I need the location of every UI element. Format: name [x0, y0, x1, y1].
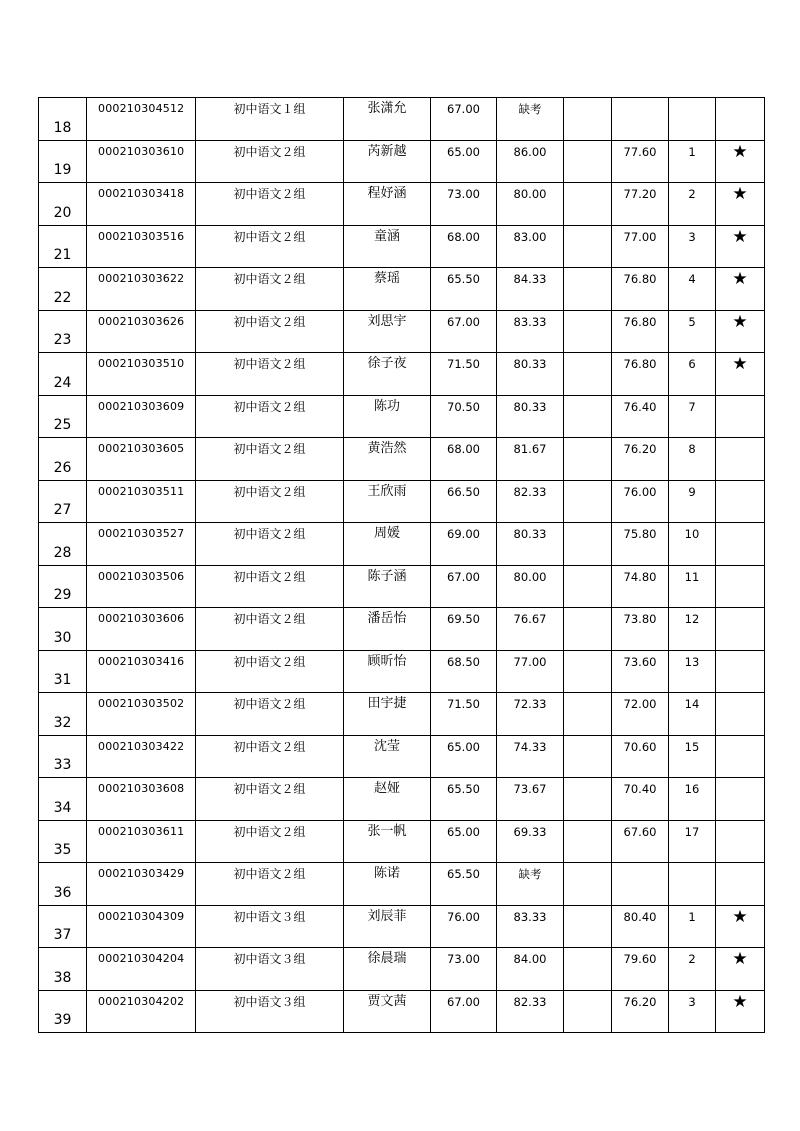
total-score: 76.80 [612, 353, 669, 396]
row-number-text: 27 [53, 502, 72, 518]
interview-score: 84.33 [497, 268, 564, 311]
written-score: 76.00 [431, 905, 497, 948]
rank: 15 [669, 735, 716, 778]
row-number-text: 28 [53, 544, 72, 561]
interview-score: 82.33 [497, 990, 564, 1033]
rank: 10 [669, 523, 716, 566]
total-score: 76.80 [612, 310, 669, 353]
written-score: 66.50 [431, 480, 497, 523]
interview-score: 80.00 [497, 565, 564, 608]
star-icon [716, 98, 765, 141]
table-row [39, 778, 765, 821]
candidate-name: 贾文茜 [344, 990, 431, 1033]
written-score: 68.00 [431, 438, 497, 481]
row-number-text: 25 [53, 417, 72, 433]
rank: 7 [669, 395, 716, 438]
exam-group: 初中语文２组 [196, 693, 344, 736]
written-score: 67.00 [431, 310, 497, 353]
interview-score: 83.33 [497, 310, 564, 353]
total-score: 76.00 [612, 480, 669, 523]
star-icon: ★ [716, 268, 765, 311]
table-row [39, 523, 765, 566]
table-row [39, 183, 765, 226]
exam-group: 初中语文２组 [196, 735, 344, 778]
row-number [39, 735, 87, 778]
candidate-name: 程妤涵 [344, 183, 431, 226]
written-score: 68.00 [431, 225, 497, 268]
candidate-id: 000210303506 [87, 565, 196, 608]
rank: 2 [669, 183, 716, 226]
rank [669, 98, 716, 141]
written-score: 67.00 [431, 565, 497, 608]
row-number-text: 33 [53, 757, 72, 773]
table-row [39, 268, 765, 311]
star-icon [716, 395, 765, 438]
total-score [612, 863, 669, 906]
candidate-name: 刘辰菲 [344, 905, 431, 948]
rank: 4 [669, 268, 716, 311]
candidate-id: 000210303429 [87, 863, 196, 906]
rank: 12 [669, 608, 716, 651]
candidate-name: 张潇允 [344, 98, 431, 141]
star-icon [716, 863, 765, 906]
candidate-id: 000210304512 [87, 98, 196, 141]
written-score: 70.50 [431, 395, 497, 438]
interview-score: 80.33 [497, 395, 564, 438]
empty-cell [564, 650, 612, 693]
table-row [39, 353, 765, 396]
table-row [39, 98, 765, 141]
star-icon [716, 523, 765, 566]
candidate-name: 芮新越 [344, 140, 431, 183]
row-number-text: 26 [53, 459, 72, 476]
candidate-name: 刘思宇 [344, 310, 431, 353]
row-number [39, 608, 87, 651]
star-icon [716, 565, 765, 608]
empty-cell [564, 735, 612, 778]
total-score: 79.60 [612, 948, 669, 991]
candidate-id: 000210303502 [87, 693, 196, 736]
empty-cell [564, 395, 612, 438]
rank: 16 [669, 778, 716, 821]
interview-score: 缺考 [497, 863, 564, 906]
interview-score: 84.00 [497, 948, 564, 991]
star-icon [716, 438, 765, 481]
row-number-text: 39 [53, 1012, 72, 1028]
candidate-name: 陈子涵 [344, 565, 431, 608]
table-row [39, 863, 765, 906]
candidate-name: 童涵 [344, 225, 431, 268]
written-score: 68.50 [431, 650, 497, 693]
written-score: 69.00 [431, 523, 497, 566]
rank [669, 863, 716, 906]
empty-cell [564, 225, 612, 268]
candidate-id: 000210304309 [87, 905, 196, 948]
star-icon: ★ [716, 225, 765, 268]
empty-cell [564, 353, 612, 396]
candidate-name: 沈莹 [344, 735, 431, 778]
row-number [39, 438, 87, 481]
candidate-id: 000210304204 [87, 948, 196, 991]
empty-cell [564, 140, 612, 183]
star-icon [716, 820, 765, 863]
row-number-text: 35 [53, 842, 72, 858]
empty-cell [564, 438, 612, 481]
table-row [39, 948, 765, 991]
candidate-id: 000210303622 [87, 268, 196, 311]
total-score: 73.80 [612, 608, 669, 651]
total-score: 76.80 [612, 268, 669, 311]
interview-score: 73.67 [497, 778, 564, 821]
written-score: 65.50 [431, 863, 497, 906]
rank: 13 [669, 650, 716, 693]
table-row [39, 395, 765, 438]
star-icon: ★ [716, 353, 765, 396]
written-score: 65.00 [431, 735, 497, 778]
written-score: 67.00 [431, 98, 497, 141]
table-row [39, 693, 765, 736]
rank: 6 [669, 353, 716, 396]
interview-score: 80.33 [497, 353, 564, 396]
table-row [39, 650, 765, 693]
written-score: 65.00 [431, 140, 497, 183]
empty-cell [564, 820, 612, 863]
row-number [39, 480, 87, 523]
written-score: 69.50 [431, 608, 497, 651]
star-icon: ★ [716, 948, 765, 991]
table-row [39, 905, 765, 948]
interview-score: 69.33 [497, 820, 564, 863]
row-number [39, 268, 87, 311]
exam-group: 初中语文２组 [196, 395, 344, 438]
row-number-text: 32 [53, 714, 72, 731]
interview-score: 83.33 [497, 905, 564, 948]
row-number [39, 990, 87, 1033]
candidate-name: 陈诺 [344, 863, 431, 906]
interview-score: 80.00 [497, 183, 564, 226]
table-row [39, 608, 765, 651]
candidate-id: 000210303606 [87, 608, 196, 651]
rank: 3 [669, 990, 716, 1033]
empty-cell [564, 523, 612, 566]
table-body [39, 98, 765, 1033]
candidate-name: 徐子夜 [344, 353, 431, 396]
rank: 5 [669, 310, 716, 353]
interview-score: 83.00 [497, 225, 564, 268]
rank: 14 [669, 693, 716, 736]
total-score: 80.40 [612, 905, 669, 948]
rank: 1 [669, 905, 716, 948]
exam-group: 初中语文３组 [196, 990, 344, 1033]
star-icon [716, 693, 765, 736]
interview-score: 81.67 [497, 438, 564, 481]
candidate-id: 000210303608 [87, 778, 196, 821]
exam-group: 初中语文２组 [196, 140, 344, 183]
table-row [39, 735, 765, 778]
candidate-name: 张一帆 [344, 820, 431, 863]
total-score: 76.40 [612, 395, 669, 438]
row-number [39, 140, 87, 183]
table-row [39, 438, 765, 481]
candidate-id: 000210303416 [87, 650, 196, 693]
total-score: 77.20 [612, 183, 669, 226]
candidate-id: 000210304202 [87, 990, 196, 1033]
candidate-name: 陈功 [344, 395, 431, 438]
candidate-name: 蔡瑶 [344, 268, 431, 311]
rank: 2 [669, 948, 716, 991]
row-number [39, 183, 87, 226]
row-number [39, 905, 87, 948]
star-icon: ★ [716, 140, 765, 183]
empty-cell [564, 480, 612, 523]
row-number-text: 22 [53, 289, 72, 306]
candidate-id: 000210303511 [87, 480, 196, 523]
interview-score: 82.33 [497, 480, 564, 523]
empty-cell [564, 565, 612, 608]
interview-score: 80.33 [497, 523, 564, 566]
exam-group: 初中语文２组 [196, 353, 344, 396]
rank: 9 [669, 480, 716, 523]
exam-group: 初中语文２组 [196, 523, 344, 566]
total-score: 76.20 [612, 438, 669, 481]
star-icon [716, 650, 765, 693]
row-number [39, 778, 87, 821]
written-score: 71.50 [431, 693, 497, 736]
written-score: 73.00 [431, 183, 497, 226]
empty-cell [564, 990, 612, 1033]
exam-group: 初中语文２组 [196, 820, 344, 863]
interview-score: 72.33 [497, 693, 564, 736]
row-number [39, 820, 87, 863]
total-score: 70.40 [612, 778, 669, 821]
row-number [39, 353, 87, 396]
exam-group: 初中语文２组 [196, 225, 344, 268]
table-row [39, 820, 765, 863]
candidate-id: 000210303626 [87, 310, 196, 353]
written-score: 65.50 [431, 778, 497, 821]
row-number-text: 23 [53, 332, 72, 348]
star-icon [716, 480, 765, 523]
row-number-text: 38 [53, 969, 72, 986]
total-score: 75.80 [612, 523, 669, 566]
row-number-text: 29 [53, 587, 72, 603]
total-score: 72.00 [612, 693, 669, 736]
total-score: 70.60 [612, 735, 669, 778]
row-number-text: 36 [53, 884, 72, 901]
row-number-text: 24 [53, 374, 72, 391]
exam-group: 初中语文２组 [196, 183, 344, 226]
row-number [39, 650, 87, 693]
row-number [39, 225, 87, 268]
interview-score: 76.67 [497, 608, 564, 651]
table-row [39, 990, 765, 1033]
row-number-text: 21 [53, 247, 72, 263]
row-number-text: 31 [53, 672, 72, 688]
row-number [39, 98, 87, 141]
exam-group: 初中语文１组 [196, 98, 344, 141]
row-number [39, 310, 87, 353]
candidate-name: 王欣雨 [344, 480, 431, 523]
star-icon [716, 608, 765, 651]
candidate-name: 徐晨瑞 [344, 948, 431, 991]
empty-cell [564, 905, 612, 948]
row-number-text: 37 [53, 927, 72, 943]
exam-group: 初中语文２组 [196, 650, 344, 693]
written-score: 65.00 [431, 820, 497, 863]
total-score: 73.60 [612, 650, 669, 693]
empty-cell [564, 693, 612, 736]
candidate-id: 000210303510 [87, 353, 196, 396]
candidate-id: 000210303605 [87, 438, 196, 481]
total-score: 77.60 [612, 140, 669, 183]
candidate-name: 赵娅 [344, 778, 431, 821]
written-score: 67.00 [431, 990, 497, 1033]
table-row [39, 310, 765, 353]
written-score: 73.00 [431, 948, 497, 991]
interview-score: 74.33 [497, 735, 564, 778]
total-score [612, 98, 669, 141]
interview-score: 缺考 [497, 98, 564, 141]
interview-score: 77.00 [497, 650, 564, 693]
row-number-text: 20 [53, 204, 72, 221]
empty-cell [564, 778, 612, 821]
rank: 17 [669, 820, 716, 863]
rank: 3 [669, 225, 716, 268]
candidate-id: 000210303516 [87, 225, 196, 268]
rank: 8 [669, 438, 716, 481]
star-icon: ★ [716, 183, 765, 226]
exam-group: 初中语文２组 [196, 863, 344, 906]
row-number [39, 863, 87, 906]
candidate-id: 000210303418 [87, 183, 196, 226]
row-number [39, 395, 87, 438]
total-score: 76.20 [612, 990, 669, 1033]
empty-cell [564, 608, 612, 651]
row-number-text: 19 [53, 162, 72, 178]
exam-group: 初中语文３组 [196, 905, 344, 948]
total-score: 77.00 [612, 225, 669, 268]
star-icon: ★ [716, 905, 765, 948]
empty-cell [564, 268, 612, 311]
written-score: 71.50 [431, 353, 497, 396]
candidate-id: 000210303527 [87, 523, 196, 566]
row-number [39, 565, 87, 608]
row-number-text: 18 [53, 119, 72, 136]
interview-score: 86.00 [497, 140, 564, 183]
exam-group: 初中语文２组 [196, 608, 344, 651]
rank: 1 [669, 140, 716, 183]
exam-group: 初中语文２组 [196, 310, 344, 353]
star-icon [716, 778, 765, 821]
empty-cell [564, 183, 612, 226]
row-number [39, 693, 87, 736]
table-row [39, 480, 765, 523]
candidate-name: 顾昕怡 [344, 650, 431, 693]
star-icon: ★ [716, 990, 765, 1033]
empty-cell [564, 948, 612, 991]
exam-group: 初中语文２组 [196, 438, 344, 481]
exam-group: 初中语文２组 [196, 778, 344, 821]
exam-group: 初中语文２组 [196, 480, 344, 523]
empty-cell [564, 310, 612, 353]
row-number-text: 30 [53, 629, 72, 646]
score-table [38, 97, 765, 1033]
rank: 11 [669, 565, 716, 608]
candidate-id: 000210303422 [87, 735, 196, 778]
table-row [39, 565, 765, 608]
table-row [39, 225, 765, 268]
total-score: 67.60 [612, 820, 669, 863]
empty-cell [564, 863, 612, 906]
exam-group: 初中语文２组 [196, 565, 344, 608]
candidate-name: 周媛 [344, 523, 431, 566]
empty-cell [564, 98, 612, 141]
total-score: 74.80 [612, 565, 669, 608]
written-score: 65.50 [431, 268, 497, 311]
candidate-id: 000210303610 [87, 140, 196, 183]
candidate-id: 000210303609 [87, 395, 196, 438]
candidate-name: 黄浩然 [344, 438, 431, 481]
row-number [39, 523, 87, 566]
star-icon: ★ [716, 310, 765, 353]
candidate-id: 000210303611 [87, 820, 196, 863]
star-icon [716, 735, 765, 778]
exam-group: 初中语文３组 [196, 948, 344, 991]
row-number [39, 948, 87, 991]
row-number-text: 34 [53, 799, 72, 816]
exam-group: 初中语文２组 [196, 268, 344, 311]
table-row [39, 140, 765, 183]
candidate-name: 潘岳怡 [344, 608, 431, 651]
candidate-name: 田宇捷 [344, 693, 431, 736]
